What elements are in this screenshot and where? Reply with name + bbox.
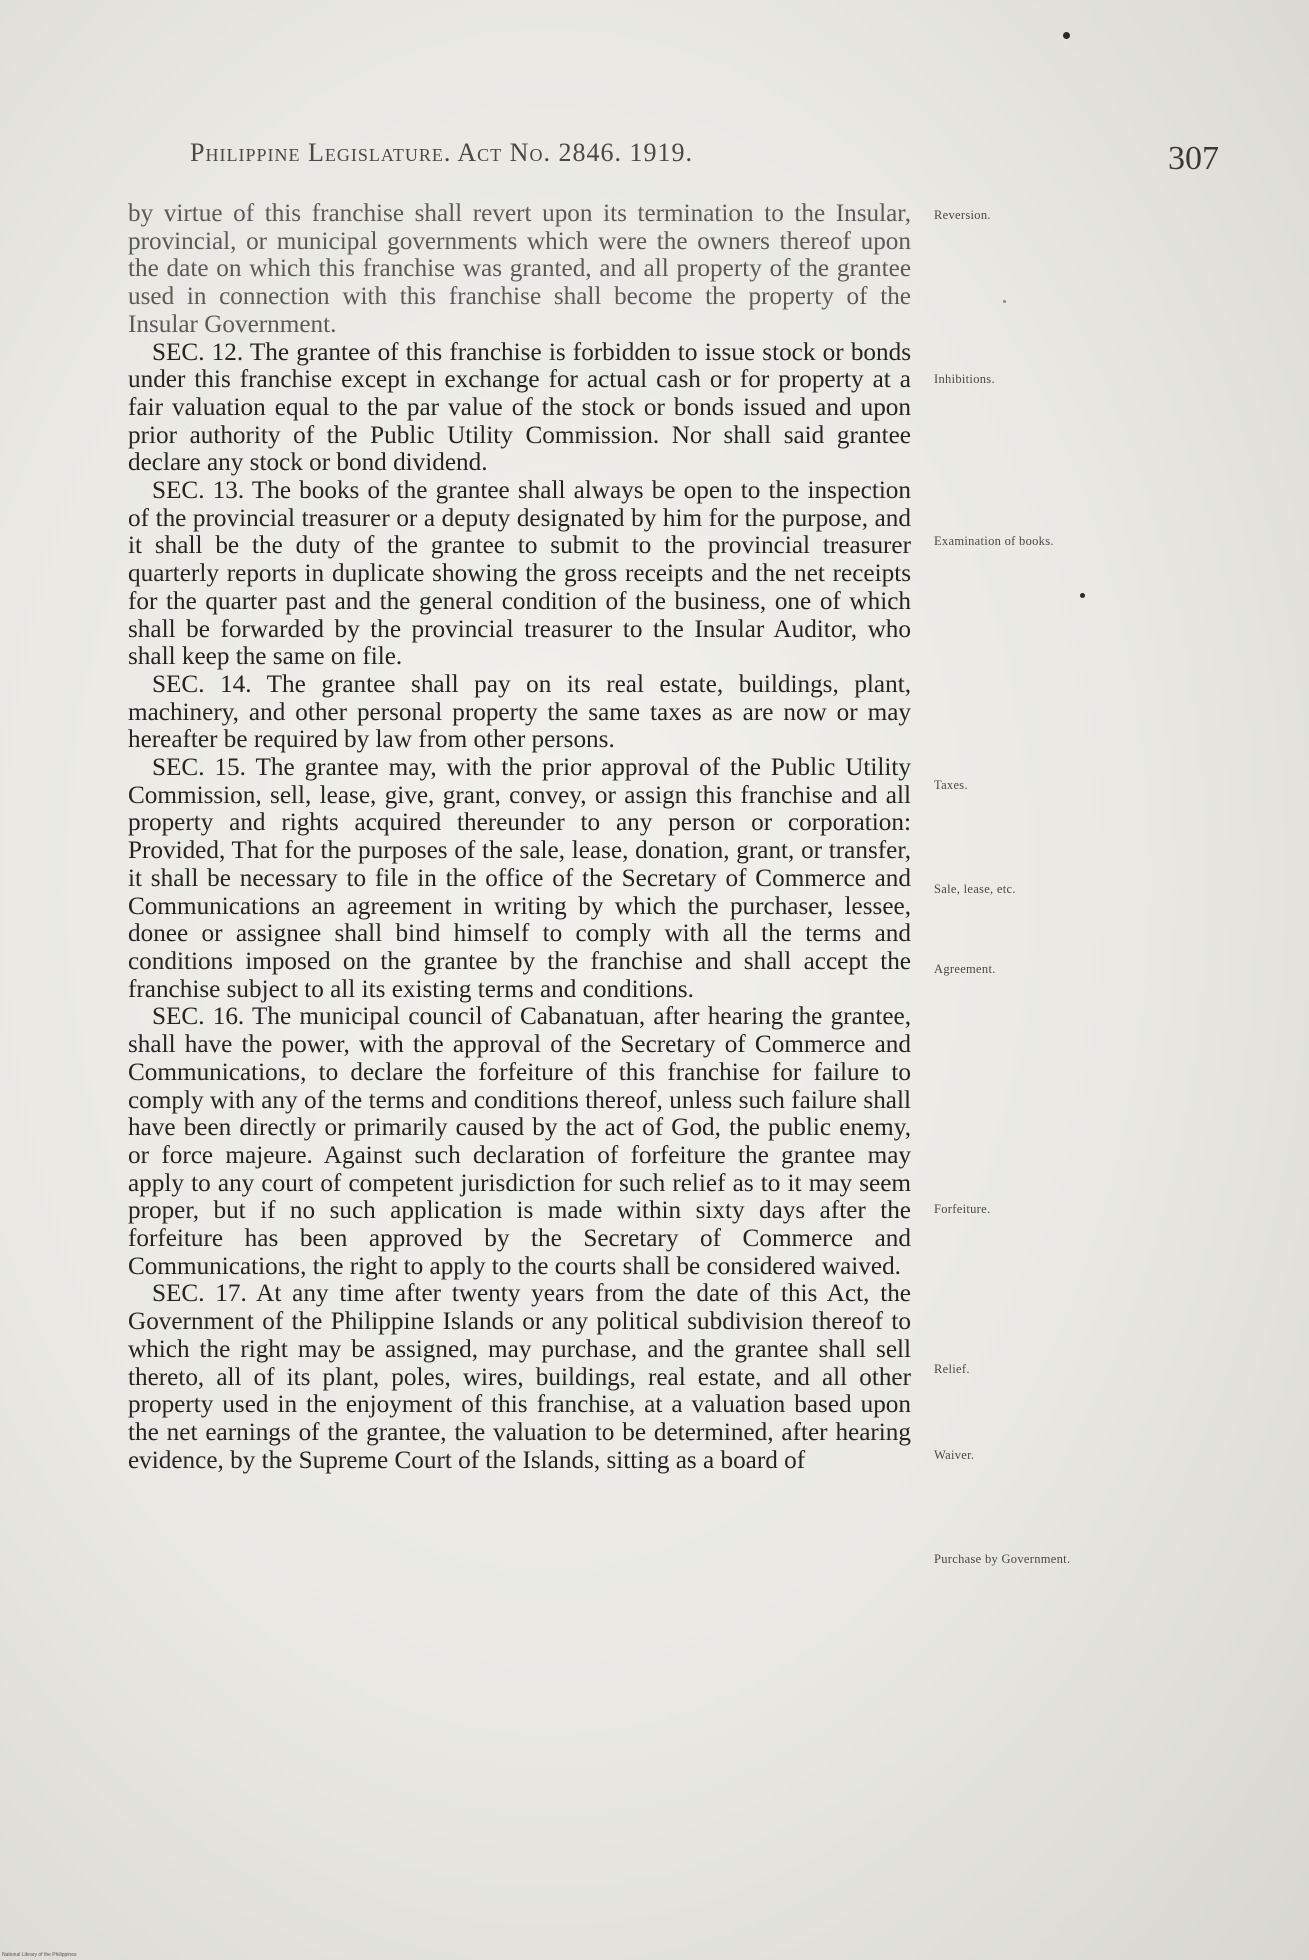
footer-credit: National Library of the Philippines [2, 1952, 77, 1958]
section-12: SEC. 12. The grantee of this franchise is forbidden to issue stock or bonds under this franchise except in exchange for actual cash or for property at a fair valuation equal to the par value of the stock or bonds issued and upon prior authority of the Public Utility Commission. Nor shall said grantee declare any stock or bond dividend. [128, 338, 911, 477]
section-13: SEC. 13. The books of the grantee shall always be open to the inspection of the provincial treasurer or a deputy designated by him for the purpose, and it shall be the duty of the grantee to submit to the provincial treasurer quarterly reports in duplicate showing the gross receipts and the net receipts for the quarter past and the general condition of the business, one of which shall be forwarded by the provincial treasurer to the Insular Auditor, who shall keep the same on file. [128, 477, 911, 671]
margin-note-taxes: Taxes. [934, 778, 968, 792]
section-16: SEC. 16. The municipal council of Cabanatuan, after hearing the grantee, shall have the power, with the approval of the Secretary of Commerce and Communications, to declare the forfeiture of this franchise for failure to comply with any of the terms and conditions thereof, unless such failure shall have been directly or primarily caused by the act of God, the public enemy, or force majeure. Against such declaration of forfeiture the grantee may apply to any court of competent jurisdiction for such relief as to it may seem proper, but if no such application is made within sixty days after the forfeiture has been approved by the Secretary of Commerce and Communications, the right to apply to the courts shall be considered waived. [128, 1003, 911, 1280]
margin-note-sale: Sale, lease, etc. [934, 882, 1016, 896]
margin-note-waiver: Waiver. [934, 1448, 975, 1462]
scan-speck [1063, 32, 1070, 39]
margin-note-inhibitions: Inhibitions. [934, 372, 995, 386]
page-number: 307 [1168, 140, 1219, 177]
section-14: SEC. 14. The grantee shall pay on its real estate, buildings, plant, machinery, and other personal property the same taxes as are now or may hereafter be required by law from other persons. [128, 670, 911, 754]
margin-note-agreement: Agreement. [934, 962, 996, 976]
margin-note-examination: Examination of books. [934, 534, 1054, 548]
body-text [128, 200, 911, 1474]
margin-note-forfeiture: Forfeiture. [934, 1202, 991, 1216]
running-header: Philippine Legislature. Act No. 2846. 1919. [190, 138, 693, 167]
margin-note-purchase: Purchase by Government. [934, 1552, 1071, 1566]
margin-note-reversion: Reversion. [934, 208, 991, 222]
section-15: SEC. 15. The grantee may, with the prior approval of the Public Utility Commission, sell, lease, give, grant, convey, or assign this franchise and all property and rights acquired thereunder to any person or corporation: Provided, That for the purposes of the sale, lease, donation, grant, or transfer, it shall be necessary to file in the office of the Secretary of Commerce and Communications an agreement in writing by which the purchaser, lessee, donee or assignee shall bind himself to comply with all the terms and conditions imposed on the grantee by the franchise and shall accept the franchise subject to all its existing terms and conditions. [128, 754, 911, 1003]
section-17: SEC. 17. At any time after twenty years from the date of this Act, the Government of the Philippine Islands or any political subdivision thereof to which the right may be assigned, may purchase, and the grantee shall sell thereto, all of its plant, poles, wires, buildings, real estate, and all other property used in the enjoyment of this franchise, at a valuation based upon the net earnings of the grantee, the valuation to be determined, after hearing evidence, by the Supreme Court of the Islands, sitting as a board of [128, 1280, 911, 1474]
scan-speck [1080, 593, 1085, 598]
margin-note-relief: Relief. [934, 1362, 970, 1376]
scan-speck [1003, 300, 1006, 303]
paragraph-continuation: by virtue of this franchise shall revert upon its termination to the Insular, provincial, or municipal governments which were the owners thereof upon the date on which this franchise was granted, and all property of the grantee used in connection with this franchise shall become the property of the Insular Government. [128, 200, 911, 338]
